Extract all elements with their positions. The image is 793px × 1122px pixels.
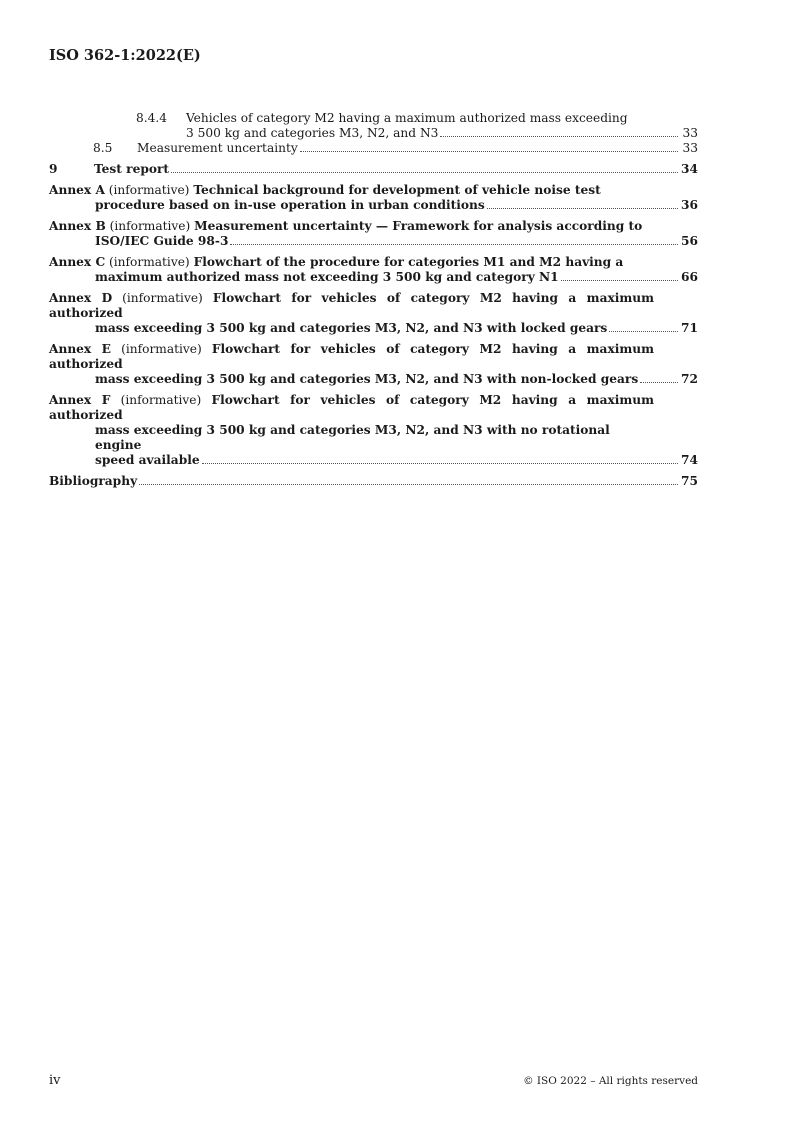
toc-title: Test report [94, 162, 170, 176]
toc-page: 56 [681, 234, 698, 248]
annex-title-line2: maximum authorized mass not exceeding 3 500 kg and category N1 [95, 270, 559, 284]
toc-page: 36 [681, 198, 698, 212]
toc-title: Measurement uncertainty [137, 141, 298, 155]
table-of-contents [49, 111, 698, 489]
copyright-notice: © ISO 2022 – All rights reserved [523, 1075, 698, 1087]
toc-entry-annex-e[interactable] [49, 342, 698, 387]
annex-label: Annex F [49, 393, 111, 407]
toc-entry-annex-f[interactable] [49, 393, 698, 468]
toc-page: 72 [681, 372, 698, 386]
annex-title-line2: mass exceeding 3 500 kg and categories M3, N2, and N3 with non-locked gears [95, 372, 639, 386]
toc-page: 71 [681, 321, 698, 335]
annex-title-line1: Flowchart for vehicles of category M2 having a maximum authorized [49, 342, 655, 371]
annex-title-line1: Flowchart of the procedure for categories M1 and M2 having a [193, 255, 624, 269]
dot-leader [300, 151, 678, 152]
dot-leader [202, 463, 678, 464]
toc-entry-annex-b[interactable] [49, 219, 698, 249]
toc-title-line1: Vehicles of category M2 having a maximum authorized mass exceeding [186, 111, 628, 125]
dot-leader [609, 331, 678, 332]
toc-entry-8-4-4[interactable] [49, 111, 698, 141]
toc-page: 75 [681, 474, 698, 488]
annex-title-line1: Flowchart for vehicles of category M2 having a maximum authorized [49, 393, 655, 422]
toc-page: 66 [681, 270, 698, 284]
annex-label: Annex E [49, 342, 111, 356]
document-id: ISO 362-1:2022(E) [49, 47, 201, 64]
annex-label: Annex C [49, 255, 106, 269]
annex-informative: (informative) [122, 291, 203, 305]
annex-title-line2: mass exceeding 3 500 kg and categories M3, N2, and N3 with no rotational engine [95, 423, 610, 452]
toc-page: 74 [681, 453, 698, 467]
toc-page: 33 [682, 141, 698, 155]
toc-page: 34 [681, 162, 698, 176]
toc-number: 8.5 [93, 141, 113, 155]
annex-title-line1: Technical background for development of vehicle noise test [193, 183, 601, 197]
annex-title-line1: Measurement uncertainty — Framework for analysis according to [194, 219, 643, 233]
toc-title-line2: 3 500 kg and categories M3, N2, and N3 [186, 126, 439, 140]
dot-leader [139, 484, 678, 485]
dot-leader [640, 382, 678, 383]
dot-leader [230, 244, 678, 245]
annex-title-line2: procedure based on in-use operation in urban conditions [95, 198, 485, 212]
annex-label: Annex A [49, 183, 105, 197]
annex-informative: (informative) [109, 219, 191, 233]
toc-page: 33 [682, 126, 698, 140]
toc-entry-annex-d[interactable] [49, 291, 698, 336]
annex-title-line2: mass exceeding 3 500 kg and categories M3, N2, and N3 with locked gears [95, 321, 608, 335]
dot-leader [561, 280, 678, 281]
annex-informative: (informative) [121, 342, 202, 356]
toc-number: 8.4.4 [136, 111, 168, 125]
toc-entry-annex-a[interactable] [49, 183, 698, 213]
dot-leader [440, 136, 678, 137]
annex-title-line2: ISO/IEC Guide 98-3 [95, 234, 229, 248]
dot-leader [171, 172, 678, 173]
dot-leader [487, 208, 678, 209]
toc-entry-bibliography[interactable] [49, 474, 698, 489]
annex-informative: (informative) [120, 393, 202, 407]
toc-number: 9 [49, 162, 58, 176]
annex-informative: (informative) [108, 183, 190, 197]
toc-title: Bibliography [49, 474, 138, 488]
annex-informative: (informative) [109, 255, 190, 269]
page-number: iv [49, 1073, 61, 1088]
toc-entry-annex-c[interactable] [49, 255, 698, 285]
toc-entry-9[interactable] [49, 162, 698, 177]
annex-label: Annex D [49, 291, 113, 305]
annex-title-line3: speed available [95, 453, 200, 467]
toc-entry-8-5[interactable] [49, 141, 698, 156]
annex-title-line1: Flowchart for vehicles of category M2 having a maximum authorized [49, 291, 655, 320]
annex-label: Annex B [49, 219, 106, 233]
